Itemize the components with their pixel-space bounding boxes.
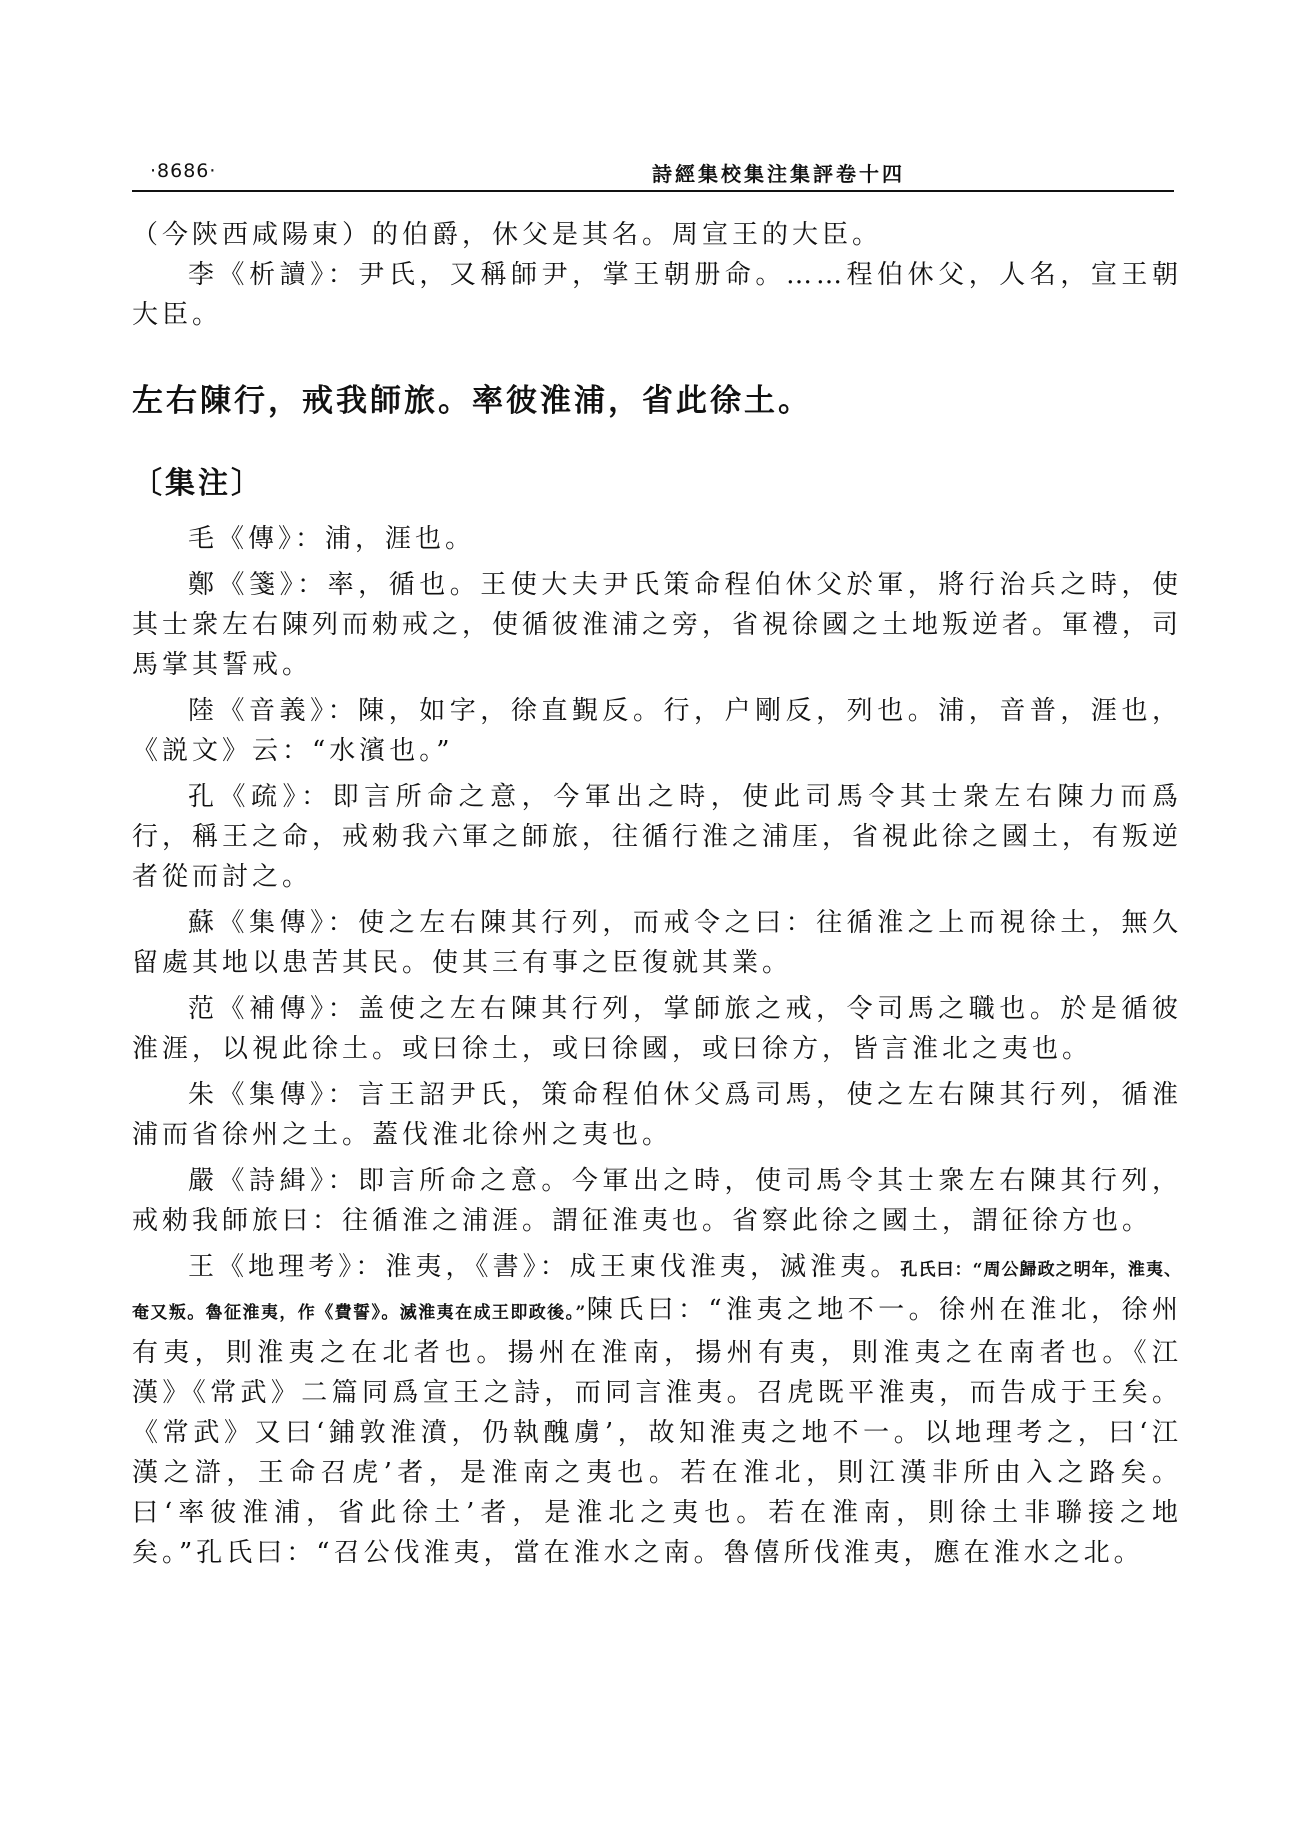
paragraph-li-xidu: 李《析讀》：尹氏，又稱師尹，掌王朝册命。……程伯休父，人名，宣王朝大臣。 (132, 260, 1182, 330)
page-body (132, 215, 1182, 1573)
page-number: ·8686· (150, 160, 217, 182)
annotation-paragraph: 孔《疏》：即言所命之意，今軍出之時，使此司馬令其士衆左右陳力而爲行，稱王之命，戒勑我六軍之師旅，往循行淮之浦厓，省視此徐之國土，有叛逆者從而討之。 (132, 782, 1183, 892)
header-rule (132, 190, 1174, 192)
paragraph-continued: （今陝西咸陽東）的伯爵，休父是其名。周宣王的大臣。 (132, 220, 883, 250)
book-title: 詩經集校集注集評卷十四 (652, 162, 905, 186)
running-header (132, 158, 1172, 188)
annotation-text: 陳氏曰：“淮夷之地不一。徐州在淮北，徐州有夷，則淮夷之在北者也。揚州在淮南，揚州有夷，則淮夷之在南者也。《江漢》《常武》二篇同爲宣王之詩，而同言淮夷。召虎既平淮夷，而告成于王矣。《常武》又曰‘鋪敦淮濆，仍執醜虜’，故知淮夷之地不一。以地理考之，曰‘江漢之滸，王命召虎’者，是淮南之夷也。若在淮北，則江漢非所由入之路矣。曰‘率彼淮浦，省此徐土’者，是淮北之夷也。若在淮南，則徐土非聯接之地矣。”孔氏曰：“召公伐淮夷，當在淮水之南。魯僖所伐淮夷，應在淮水之北。 (132, 1295, 1182, 1568)
annotation-paragraph: 嚴《詩緝》：即言所命之意。今軍出之時，使司馬令其士衆左右陳其行列，戒勑我師旅曰：往循淮之浦涯。謂征淮夷也。省察此徐之國土，謂征徐方也。 (132, 1166, 1182, 1236)
inline-small-note: 孔氏曰：“周公歸政之明年，淮夷、奄又叛。魯征淮夷，作《費誓》。滅淮夷在成王即政後。” (132, 1260, 1182, 1323)
annotation-paragraph: 蘇《集傳》：使之左右陳其行列，而戒令之曰：往循淮之上而視徐土，無久留處其地以患苦其民。使其三有事之臣復就其業。 (132, 908, 1182, 978)
section-heading: 〔集注〕 (132, 466, 264, 501)
annotation-paragraph: 朱《集傳》：言王詔尹氏，策命程伯休父爲司馬，使之左右陳其行列，循淮浦而省徐州之土。蓋伐淮北徐州之夷也。 (132, 1080, 1182, 1150)
annotation-paragraph: 鄭《箋》：率，循也。王使大夫尹氏策命程伯休父於軍，將行治兵之時，使其士衆左右陳列而勑戒之，使循彼淮浦之旁，省視徐國之土地叛逆者。軍禮，司馬掌其誓戒。 (132, 570, 1183, 680)
annotation-paragraph-dili-kao (132, 1247, 1182, 1573)
poem-line: 左右陳行，戒我師旅。率彼淮浦，省此徐土。 (132, 383, 812, 419)
annotation-paragraph: 陸《音義》：陳，如字，徐直覲反。行，户剛反，列也。浦，音普，涯也，《説文》云：“水濱也。” (132, 696, 1182, 766)
annotation-paragraph: 范《補傳》：盖使之左右陳其行列，掌師旅之戒，令司馬之職也。於是循彼淮涯，以視此徐土。或曰徐土，或曰徐國，或曰徐方，皆言淮北之夷也。 (132, 994, 1182, 1064)
annotation-paragraph: 毛《傳》：浦，涯也。 (188, 524, 476, 554)
annotation-text: 王《地理考》：淮夷，《書》：成王東伐淮夷，滅淮夷。 (188, 1252, 901, 1282)
